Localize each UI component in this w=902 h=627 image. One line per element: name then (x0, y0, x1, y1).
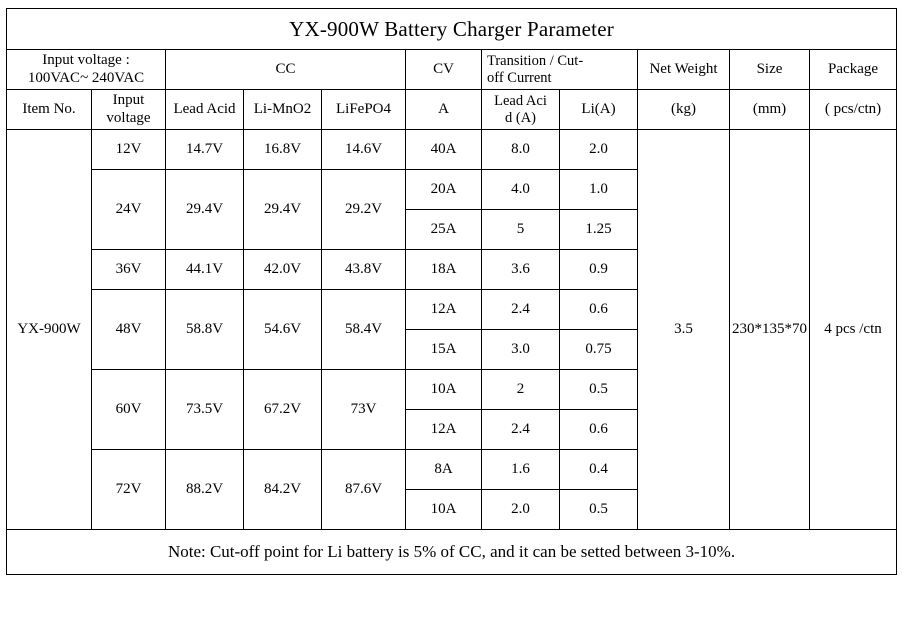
header-input-voltage-range (7, 50, 166, 90)
lead-acid-current-line2: d (A) (504, 109, 536, 126)
row-input-voltage: 72V (92, 450, 166, 530)
row-li-cutoff: 2.0 (560, 130, 638, 170)
row-lead-acid-voltage: 14.7V (166, 130, 244, 170)
row-li-cutoff: 0.9 (560, 250, 638, 290)
header-transition-cutoff (482, 50, 638, 90)
row-li-cutoff: 0.5 (560, 370, 638, 410)
input-voltage-range-line1: Input voltage : (42, 52, 130, 69)
row-lead-acid-cutoff: 4.0 (482, 170, 560, 210)
charger-parameter-table (6, 8, 897, 575)
row-lead-acid-cutoff: 2.0 (482, 490, 560, 530)
subheader-lead-acid: Lead Acid (166, 90, 244, 130)
net-weight-value: 3.5 (638, 130, 730, 530)
page-title: YX-900W Battery Charger Parameter (7, 9, 897, 50)
row-lead-acid-voltage: 44.1V (166, 250, 244, 290)
subheader-input-voltage-line1: Input (112, 92, 145, 109)
row-li-mno2-voltage: 54.6V (244, 290, 322, 370)
size-value: 230*135*70 (730, 130, 810, 530)
row-li-cutoff: 1.0 (560, 170, 638, 210)
row-lead-acid-cutoff: 1.6 (482, 450, 560, 490)
row-cv-current: 10A (406, 490, 482, 530)
subheader-cv-unit: A (406, 90, 482, 130)
row-lifepo4-voltage: 87.6V (322, 450, 406, 530)
row-li-cutoff: 0.6 (560, 290, 638, 330)
row-input-voltage: 36V (92, 250, 166, 290)
row-lead-acid-cutoff: 2.4 (482, 290, 560, 330)
row-cv-current: 12A (406, 290, 482, 330)
transition-line1: Transition / Cut- (487, 52, 584, 69)
lead-acid-current-line1: Lead Aci (494, 92, 547, 109)
header-net-weight: Net Weight (638, 50, 730, 90)
row-lifepo4-voltage: 43.8V (322, 250, 406, 290)
row-li-mno2-voltage: 29.4V (244, 170, 322, 250)
footer-note: Note: Cut-off point for Li battery is 5% of CC, and it can be setted between 3-10%. (7, 530, 897, 575)
row-cv-current: 40A (406, 130, 482, 170)
row-li-cutoff: 0.75 (560, 330, 638, 370)
subheader-net-weight-unit: (kg) (638, 90, 730, 130)
row-lead-acid-cutoff: 2 (482, 370, 560, 410)
row-li-cutoff: 0.5 (560, 490, 638, 530)
row-li-mno2-voltage: 84.2V (244, 450, 322, 530)
row-lead-acid-cutoff: 5 (482, 210, 560, 250)
note-row (7, 530, 897, 575)
row-cv-current: 12A (406, 410, 482, 450)
row-lifepo4-voltage: 14.6V (322, 130, 406, 170)
header-row-1 (7, 50, 897, 90)
row-lead-acid-cutoff: 3.0 (482, 330, 560, 370)
row-cv-current: 20A (406, 170, 482, 210)
table-title-row (7, 9, 897, 50)
row-lead-acid-voltage: 88.2V (166, 450, 244, 530)
header-cv: CV (406, 50, 482, 90)
header-package: Package (810, 50, 897, 90)
row-input-voltage: 48V (92, 290, 166, 370)
package-value: 4 pcs /ctn (810, 130, 897, 530)
table-row (7, 130, 897, 170)
subheader-li-mno2: Li-MnO2 (244, 90, 322, 130)
row-cv-current: 8A (406, 450, 482, 490)
row-li-cutoff: 0.4 (560, 450, 638, 490)
row-cv-current: 25A (406, 210, 482, 250)
subheader-lead-acid-current (482, 90, 560, 130)
row-lead-acid-voltage: 58.8V (166, 290, 244, 370)
header-row-2 (7, 90, 897, 130)
row-li-mno2-voltage: 16.8V (244, 130, 322, 170)
header-size: Size (730, 50, 810, 90)
item-no-value: YX-900W (7, 130, 92, 530)
subheader-input-voltage-line2: voltage (106, 109, 151, 126)
row-li-mno2-voltage: 42.0V (244, 250, 322, 290)
row-li-mno2-voltage: 67.2V (244, 370, 322, 450)
row-input-voltage: 12V (92, 130, 166, 170)
row-cv-current: 15A (406, 330, 482, 370)
row-lifepo4-voltage: 73V (322, 370, 406, 450)
row-cv-current: 10A (406, 370, 482, 410)
transition-line2: off Current (487, 69, 552, 86)
row-cv-current: 18A (406, 250, 482, 290)
row-lead-acid-voltage: 29.4V (166, 170, 244, 250)
row-li-cutoff: 0.6 (560, 410, 638, 450)
subheader-item-no: Item No. (7, 90, 92, 130)
row-lead-acid-cutoff: 3.6 (482, 250, 560, 290)
subheader-size-unit: (mm) (730, 90, 810, 130)
row-li-cutoff: 1.25 (560, 210, 638, 250)
subheader-lifepo4: LiFePO4 (322, 90, 406, 130)
header-cc: CC (166, 50, 406, 90)
row-lead-acid-cutoff: 2.4 (482, 410, 560, 450)
subheader-input-voltage (92, 90, 166, 130)
input-voltage-range-line2: 100VAC~ 240VAC (27, 69, 145, 86)
row-input-voltage: 60V (92, 370, 166, 450)
row-lifepo4-voltage: 29.2V (322, 170, 406, 250)
row-lifepo4-voltage: 58.4V (322, 290, 406, 370)
subheader-package-unit: ( pcs/ctn) (810, 90, 897, 130)
subheader-li-current: Li(A) (560, 90, 638, 130)
row-lead-acid-cutoff: 8.0 (482, 130, 560, 170)
row-input-voltage: 24V (92, 170, 166, 250)
row-lead-acid-voltage: 73.5V (166, 370, 244, 450)
